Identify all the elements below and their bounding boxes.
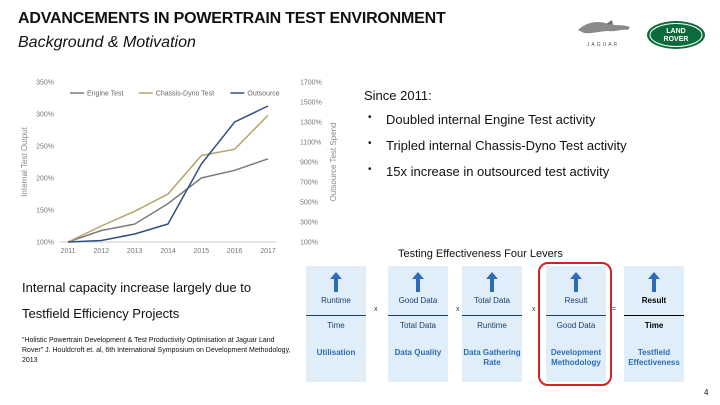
y-tick-label: 300% (36, 111, 54, 119)
y-tick-label: 350% (36, 79, 54, 87)
legend-label: Outsource (247, 90, 280, 98)
x-tick-label: 2014 (160, 248, 176, 255)
lever-denominator: Time (644, 321, 664, 330)
lever-numerator: Total Data (473, 296, 511, 305)
levers-title: Testing Effectiveness Four Levers (398, 248, 563, 260)
fraction-line (388, 315, 448, 316)
x-tick-label: 2012 (93, 248, 110, 255)
slide-subtitle: Background & Motivation (18, 34, 196, 51)
lever-label: Data Gathering Rate (463, 348, 521, 367)
y2-axis-title: Outsource Test Spend (329, 122, 338, 202)
lever-denominator: Time (327, 321, 345, 330)
since-2011-heading: Since 2011: (364, 88, 432, 103)
jaguar-logo (572, 16, 634, 50)
bullet-outsourced-test: • 15x increase in outsourced test activity (364, 164, 627, 179)
capacity-statement: Internal capacity increase largely due to (22, 280, 252, 295)
multiply-operator: x (374, 306, 378, 313)
y-tick-label: 100% (36, 239, 54, 247)
lever-numerator: Good Data (398, 296, 438, 305)
legend-label: Chassis-Dyno Test (155, 90, 215, 98)
page-number: 4 (704, 388, 709, 397)
bullet-engine-test: • Doubled internal Engine Test activity (364, 112, 627, 127)
equals-operator: = (612, 306, 617, 313)
y-tick-label: 250% (36, 143, 54, 151)
legend-label: Engine Test (87, 90, 124, 98)
up-arrow-icon (648, 272, 660, 292)
fraction-line (306, 315, 366, 316)
fraction-line (462, 315, 522, 316)
jaguar-wordmark: JAGUAR (586, 42, 620, 48)
y-tick-label: 150% (36, 207, 54, 215)
summary-bullet-list (364, 112, 627, 190)
bullet-chassis-dyno-test: • Tripled internal Chassis-Dyno Test activity (364, 138, 627, 153)
x-tick-label: 2015 (193, 248, 210, 255)
land-rover-line2: ROVER (663, 36, 689, 43)
y2-tick-label: 700% (300, 179, 318, 187)
y2-tick-label: 500% (300, 199, 318, 207)
four-levers-diagram (306, 266, 686, 386)
slide-title: ADVANCEMENTS IN POWERTRAIN TEST ENVIRONMENT (18, 10, 446, 27)
up-arrow-icon (486, 272, 498, 292)
lever-numerator: Runtime (321, 296, 351, 305)
lever-numerator: Result (564, 296, 588, 305)
x-tick-label: 2011 (60, 248, 76, 255)
up-arrow-icon (412, 272, 424, 292)
y2-tick-label: 1700% (300, 79, 322, 87)
y-tick-label: 200% (36, 175, 54, 183)
lever-utilisation (306, 266, 366, 382)
lever-label: Testfield Effectiveness (628, 348, 680, 367)
series-line-outsource (68, 106, 268, 242)
development-methodology-highlight (538, 262, 612, 386)
x-tick-label: 2016 (226, 248, 243, 255)
y2-tick-label: 300% (300, 219, 318, 227)
multiply-operator: x (456, 306, 460, 313)
x-tick-label: 2013 (126, 248, 143, 255)
land-rover-line1: LAND (666, 28, 686, 35)
lever-data-gathering-rate (462, 266, 522, 382)
land-rover-logo (646, 20, 706, 50)
y2-tick-label: 900% (300, 159, 318, 167)
lever-data-quality (388, 266, 448, 382)
test-output-chart (18, 72, 358, 262)
lever-denominator: Good Data (556, 321, 596, 330)
lever-denominator: Total Data (399, 321, 437, 330)
y2-tick-label: 1300% (300, 119, 322, 127)
lever-label: Utilisation (316, 348, 356, 357)
y-axis-title: Internal Test Output (20, 127, 29, 197)
lever-numerator: Result (641, 296, 667, 305)
lever-label: Development Methodology (550, 348, 602, 367)
x-tick-label: 2017 (260, 248, 276, 255)
reference-citation: "Holistic Powertrain Development & Test Productivity Optimisation at Jaguar Land Rover" J. Houldcroft et. al, 6th International Symposium on Development Methodology, 2013 (22, 337, 291, 365)
y2-tick-label: 1500% (300, 99, 322, 107)
series-line-engine-test (68, 159, 268, 242)
fraction-line (624, 315, 684, 316)
up-arrow-icon (330, 272, 342, 292)
lever-denominator: Runtime (477, 321, 507, 330)
y2-tick-label: 100% (300, 239, 318, 247)
lever-testfield-effectiveness (624, 266, 684, 382)
y2-tick-label: 1100% (300, 139, 322, 147)
lever-label: Data Quality (394, 348, 442, 357)
efficiency-projects: Testfield Efficiency Projects (22, 306, 180, 321)
multiply-operator: x (532, 306, 536, 313)
